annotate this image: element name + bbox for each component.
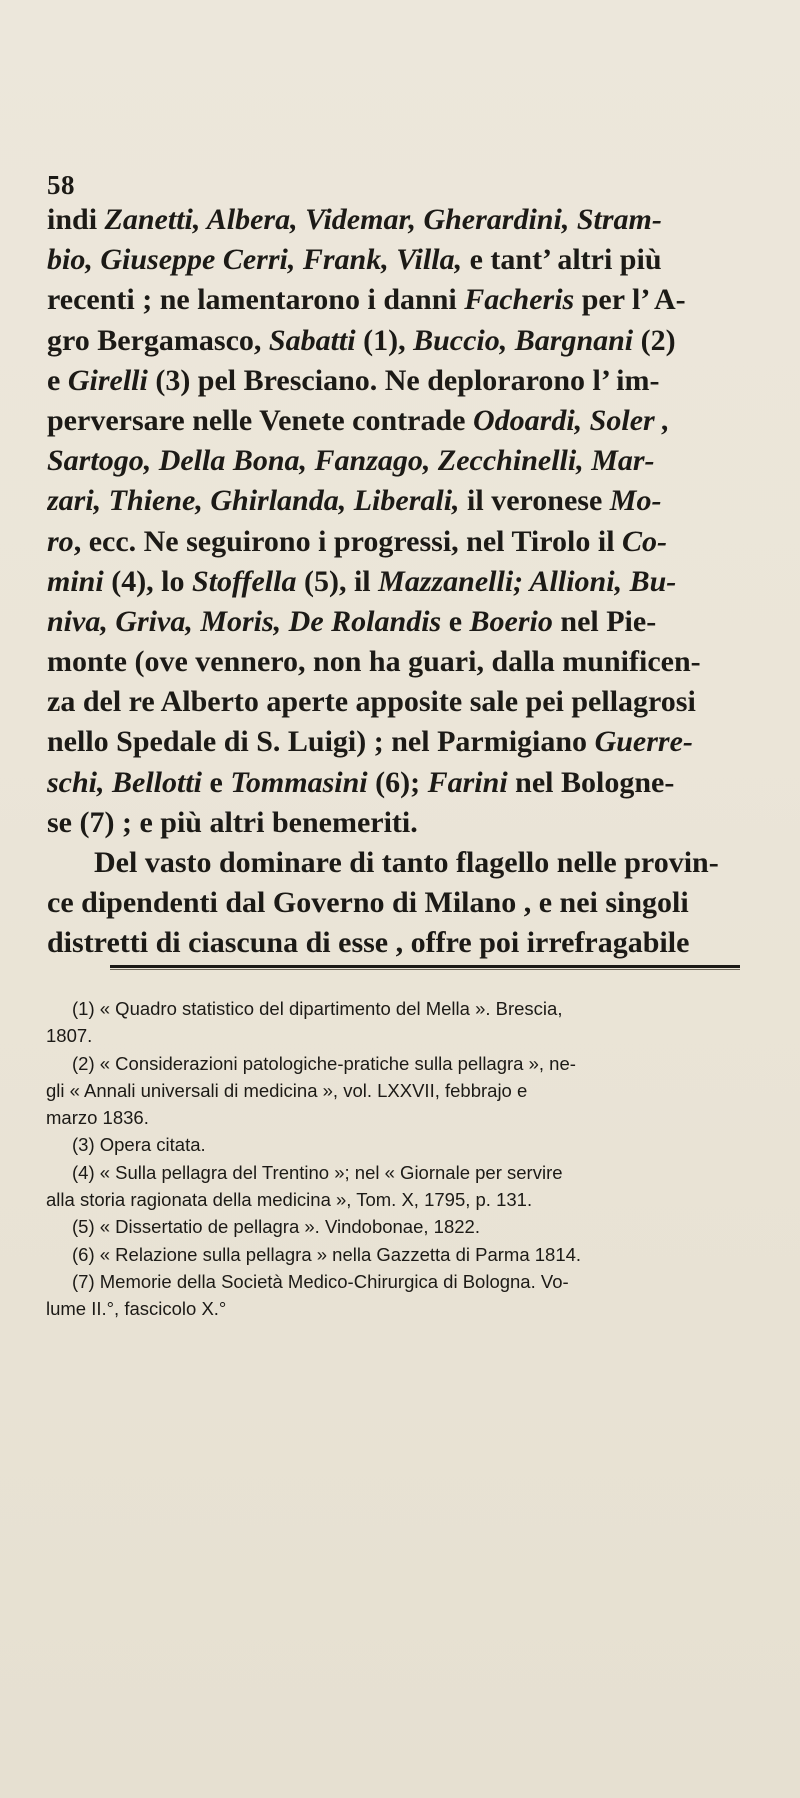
footnote-line: (2) « Considerazioni patologiche-pratiche sulla pellagra », ne- <box>72 1052 576 1074</box>
italic-name: zari, Thiene, Ghirlanda, Liberali, <box>47 484 460 518</box>
text-run: e tant’ altri più <box>462 243 662 277</box>
text-run: , ecc. Ne seguirono i progressi, nel Tirolo il <box>73 524 623 558</box>
text-run: monte (ove vennero, non ha guari, dalla munificen- <box>47 645 701 679</box>
body-line <box>47 883 737 923</box>
italic-name: bio, Giuseppe Cerri, Frank, Villa, <box>47 243 463 277</box>
body-line <box>47 642 737 682</box>
text-run: (2) <box>633 323 676 357</box>
text-run: nello Spedale di S. Luigi) ; nel Parmigiano <box>47 725 595 759</box>
body-line <box>47 441 737 481</box>
text-run: se (7) ; e più altri benemeriti. <box>47 805 418 839</box>
text-run: nel Bologne- <box>507 765 675 799</box>
italic-name: Mo- <box>609 484 662 518</box>
body-line <box>47 763 737 803</box>
footnote-line: lume II.°, fascicolo X.° <box>46 1298 227 1320</box>
footnote-line: (6) « Relazione sulla pellagra » nella Gazzetta di Parma 1814. <box>72 1243 582 1265</box>
footnote-divider <box>110 965 740 968</box>
footnote-line: marzo 1836. <box>46 1107 149 1129</box>
italic-name: Buccio, Bargnani <box>413 323 634 357</box>
italic-name: schi, Bellotti <box>47 765 203 799</box>
italic-name: Girelli <box>67 363 148 397</box>
text-run: per l’ A- <box>574 283 686 317</box>
body-line <box>47 923 737 963</box>
footnote-line: alla storia ragionata della medicina », Tom. X, 1795, p. 131. <box>46 1189 533 1211</box>
italic-name: Boerio <box>469 604 553 638</box>
body-line <box>47 803 737 843</box>
body-line <box>47 481 737 521</box>
italic-name: Mazzanelli; Allioni, Bu- <box>378 564 677 598</box>
body-line <box>47 401 737 441</box>
body-line <box>47 682 737 722</box>
text-run: gro Bergamasco, <box>47 323 269 357</box>
italic-name: niva, Griva, Moris, De Rolandis <box>47 604 442 638</box>
text-run: il veronese <box>459 484 610 518</box>
italic-name: mini <box>47 564 104 598</box>
footnote-divider-thin <box>110 969 740 970</box>
body-line <box>47 321 737 361</box>
body-line <box>47 361 737 401</box>
italic-name: Zanetti, Albera, Videmar, Gherardini, Stram- <box>104 203 662 236</box>
body-line <box>47 843 737 883</box>
body-line <box>47 200 737 240</box>
text-run: (3) pel Bresciano. Ne deplorarono l’ im- <box>147 363 660 397</box>
body-line <box>47 280 737 320</box>
footnote-line: (4) « Sulla pellagra del Trentino »; nel « Giornale per servire <box>72 1161 563 1183</box>
text-run: e <box>202 765 231 799</box>
page-number: 58 <box>47 170 75 200</box>
footnote-line: gli « Annali universali di medicina », vol. LXXVII, febbrajo e <box>46 1079 528 1101</box>
text-run: e <box>47 363 68 397</box>
footnote-line: (5) « Dissertatio de pellagra ». Vindobonae, 1822. <box>72 1216 480 1238</box>
text-run: (1), <box>355 323 414 357</box>
body-line <box>47 722 737 762</box>
text-run: indi <box>47 203 105 236</box>
footnote-line: 1807. <box>46 1025 93 1047</box>
italic-name: Odoardi, Soler , <box>473 403 670 437</box>
footnote-line: (7) Memorie della Società Medico-Chirurgica di Bologna. Vo- <box>72 1270 569 1292</box>
italic-name: Guerre- <box>594 725 693 759</box>
body-line <box>47 562 737 602</box>
footnote-line: (1) « Quadro statistico del dipartimento del Mella ». Brescia, <box>72 998 563 1019</box>
italic-name: Facheris <box>464 283 575 317</box>
body-text <box>47 200 737 964</box>
footnotes <box>46 995 746 1323</box>
body-line <box>47 240 737 280</box>
text-run: (6); <box>367 765 428 799</box>
text-run: Del vasto dominare di tanto flagello nelle provin- <box>94 846 719 879</box>
text-run: ce dipendenti dal Governo di Milano , e nei singoli <box>47 886 689 920</box>
italic-name: Co- <box>622 524 668 558</box>
text-run: (5), il <box>296 564 379 598</box>
italic-name: ro <box>47 524 74 558</box>
italic-name: Sabatti <box>268 323 356 357</box>
body-line <box>47 522 737 562</box>
text-run: e <box>441 604 470 638</box>
text-run: recenti ; ne lamentarono i danni <box>47 283 465 317</box>
text-run: perversare nelle Venete contrade <box>47 403 473 437</box>
footnote-line: (3) Opera citata. <box>72 1134 206 1156</box>
text-run: distretti di ciascuna di esse , offre poi irrefragabile <box>47 926 690 960</box>
italic-name: Sartogo, Della Bona, Fanzago, Zecchinelli, Mar- <box>47 444 655 478</box>
text-run: za del re Alberto aperte apposite sale pei pellagrosi <box>47 685 696 719</box>
text-run: (4), lo <box>103 564 193 598</box>
italic-name: Tommasini <box>230 765 368 799</box>
text-run: nel Pie- <box>552 604 657 638</box>
body-line <box>47 602 737 642</box>
italic-name: Farini <box>427 765 508 799</box>
italic-name: Stoffella <box>192 564 297 598</box>
